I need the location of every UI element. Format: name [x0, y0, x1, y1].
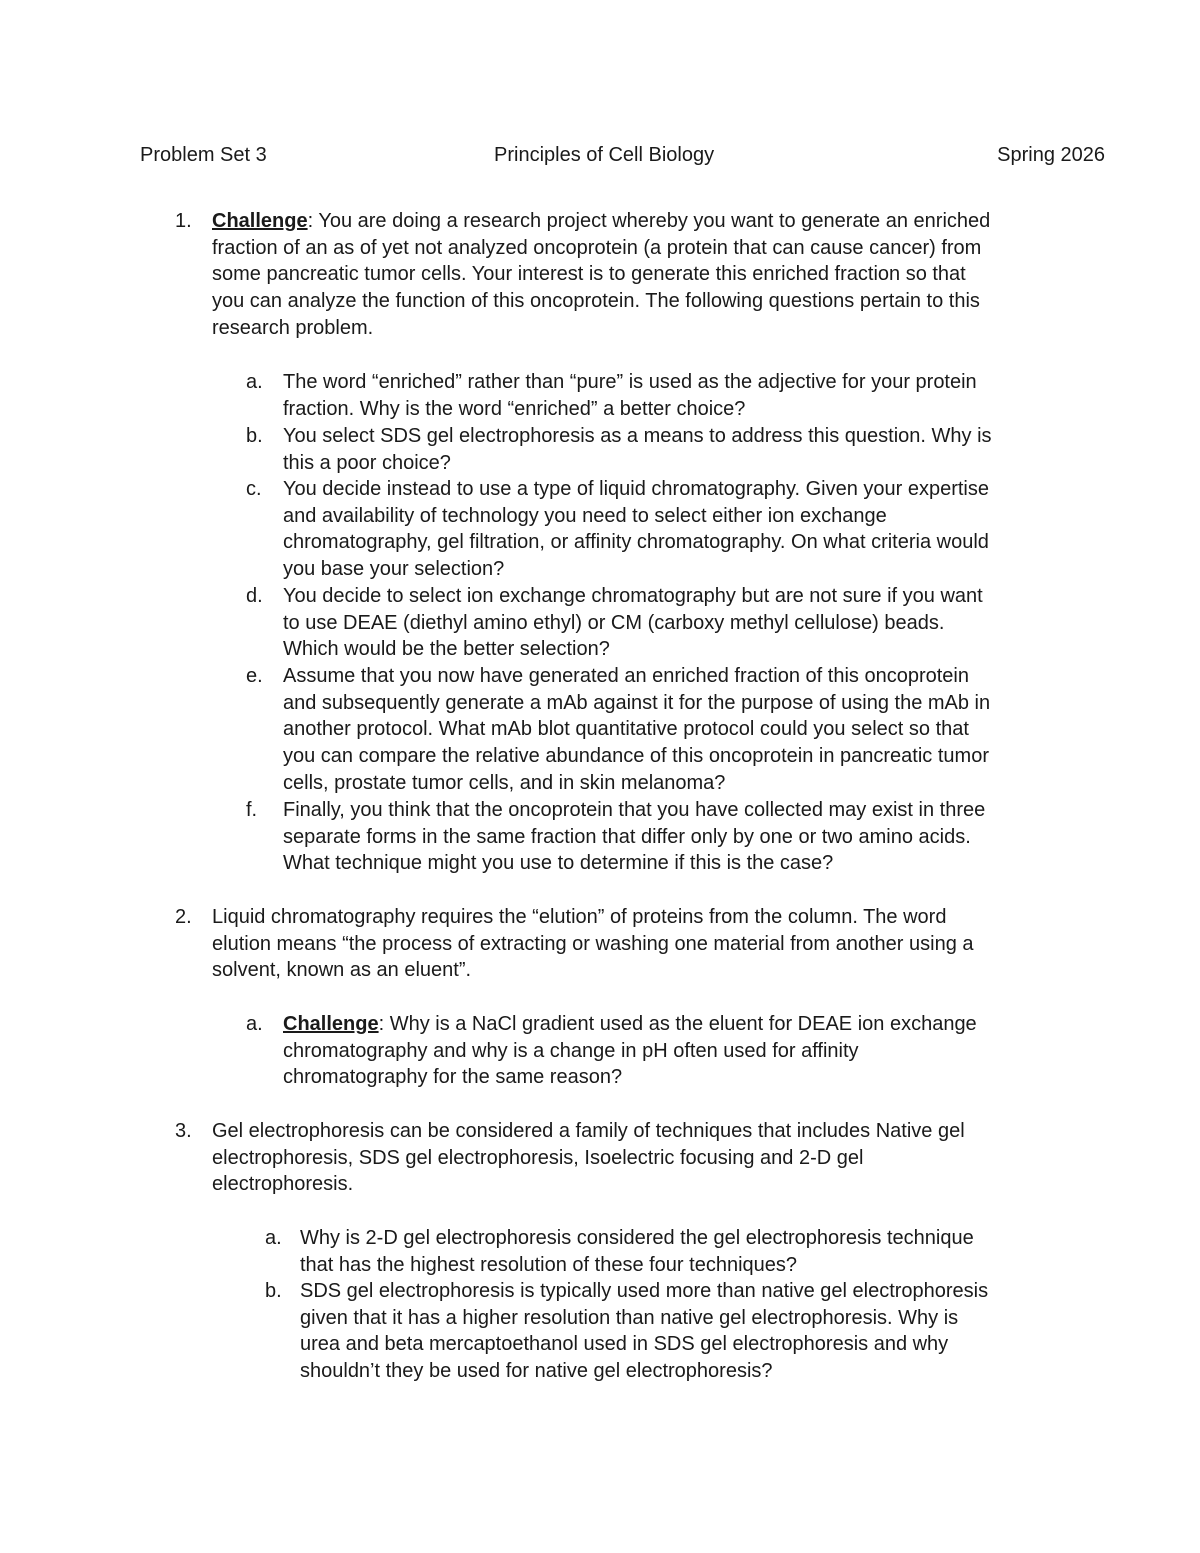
question-3b-letter: b.	[265, 1280, 282, 1302]
question-1-number: 1.	[175, 210, 192, 232]
question-1c-text: You decide instead to use a type of liquid chromatography. Given your expertise and availability of technology you need to select either ion exchange chromatography, gel filtration, or affinity chromatography. On what criteria would you base your selection?	[283, 478, 989, 581]
question-1f-text: Finally, you think that the oncoprotein that you have collected may exist in three separate forms in the same fraction that differ only by one or two amino acids. What technique might you use to determine if this is the case?	[283, 799, 986, 875]
question-1d-text: You decide to select ion exchange chromatography but are not sure if you want to use DEAE (diethyl amino ethyl) or CM (carboxy methyl cellulose) beads. Which would be the better selection?	[283, 585, 983, 661]
question-3-number: 3.	[175, 1120, 192, 1142]
question-1-intro-line: Challenge: You are doing a research project whereby you want to generate an enriched	[212, 210, 991, 232]
header-term: Spring 2026	[997, 144, 1105, 166]
question-1b-text: You select SDS gel electrophoresis as a means to address this question. Why is this a poor choice?	[283, 425, 992, 474]
question-1e-letter: e.	[246, 665, 263, 687]
question-3a-text: Why is 2-D gel electrophoresis considered the gel electrophoresis technique that has the highest resolution of these four techniques?	[300, 1227, 974, 1276]
question-1-intro-line: you can analyze the function of this oncoprotein. The following questions pertain to this	[212, 290, 980, 313]
question-3a-letter: a.	[265, 1227, 282, 1249]
challenge-label: Challenge	[212, 210, 308, 232]
question-1b-letter: b.	[246, 425, 263, 447]
question-2-intro: Liquid chromatography requires the “elution” of proteins from the column. The word elution means “the process of extracting or washing one material from another using a solvent, known as an eluent”.	[212, 906, 974, 982]
header-course-set: Problem Set 3	[140, 144, 267, 166]
question-2a-text: Challenge: Why is a NaCl gradient used as the eluent for DEAE ion exchange chromatography and why is a change in pH often used for affinity chromatography for the same reason?	[283, 1013, 977, 1089]
question-3b-text: SDS gel electrophoresis is typically used more than native gel electrophoresis given that it has a higher resolution than native gel electrophoresis. Why is urea and beta mercaptoethanol used in SDS gel electrophoresis and why shouldn’t they be used for native gel electrophoresis?	[300, 1280, 989, 1383]
question-1-intro-line: some pancreatic tumor cells. Your interest is to generate this enriched fraction so that	[212, 263, 966, 286]
question-1f-letter: f.	[246, 799, 258, 821]
question-1-intro	[212, 208, 990, 342]
question-2a-letter: a.	[246, 1013, 263, 1035]
question-1e-text: Assume that you now have generated an enriched fraction of this oncoprotein and subsequently generate a mAb against it for the purpose of using the mAb in another protocol. What mAb blot quantitative protocol could you select so that you can compare the relative abundance of this oncoprotein in pancreatic tumor cells, prostate tumor cells, and in skin melanoma?	[283, 665, 991, 794]
page-header	[140, 142, 1105, 168]
question-1-intro-line: research problem.	[212, 316, 374, 339]
question-1a-text: The word “enriched” rather than “pure” is used as the adjective for your protein fraction. Why is the word “enriched” a better choice?	[283, 371, 977, 420]
question-1a-letter: a.	[246, 371, 263, 393]
question-1c-letter: c.	[246, 478, 262, 500]
question-3-intro: Gel electrophoresis can be considered a family of techniques that includes Native gel electrophoresis, SDS gel electrophoresis, Isoelectric focusing and 2-D gel electrophoresis.	[212, 1120, 965, 1196]
header-course-title: Principles of Cell Biology	[494, 144, 715, 166]
challenge-label: Challenge	[283, 1013, 379, 1035]
question-1-intro-line: fraction of an as of yet not analyzed oncoprotein (a protein that can cause cancer) from	[212, 236, 982, 259]
question-1d-letter: d.	[246, 585, 263, 607]
question-2-number: 2.	[175, 906, 192, 928]
